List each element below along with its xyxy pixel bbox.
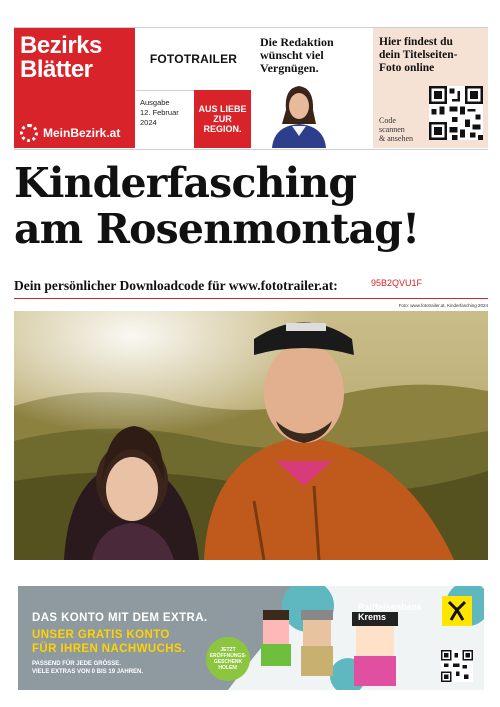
photo-credit: Foto: www.fototrailer.at, Kinderfasching 2024 xyxy=(398,303,488,308)
editor-portrait xyxy=(264,80,334,148)
raiffeisen-logo-icon xyxy=(442,596,472,626)
gift-badge: JETZT ERÖFFNUNGS- GESCHENK HOLEN! xyxy=(206,637,250,681)
redaktion-block xyxy=(252,28,372,148)
logo-url xyxy=(20,124,120,142)
headline: Kinderfasching am Rosenmontag! xyxy=(14,159,420,253)
issue-block xyxy=(136,28,251,148)
ad-headline: DAS KONTO MIT DEM EXTRA. xyxy=(32,612,208,624)
redaktion-text: Die Redaktion wünscht viel Vergnügen. xyxy=(260,35,334,75)
title-photo-text: Hier findest du dein Titelseiten- Foto online xyxy=(379,36,458,74)
product-name: FOTOTRAILER xyxy=(136,28,251,91)
ad-smallprint: PASSEND FÜR JEDE GRÖSSE. VIELE EXTRAS VON 0 BIS 19 JAHREN. xyxy=(32,661,144,675)
download-text: Dein persönlicher Downloadcode für www.fototrailer.at: xyxy=(14,278,338,293)
bezirksblaetter-logo[interactable] xyxy=(14,28,135,148)
red-divider xyxy=(14,298,488,299)
title-photo-block xyxy=(373,28,488,148)
qr-code[interactable] xyxy=(429,86,483,140)
slogan-badge: AUS LIEBE ZUR REGION. xyxy=(194,90,251,148)
event-photo xyxy=(14,311,488,560)
ad-subheadline: UNSER GRATIS KONTO FÜR IHREN NACHWUCHS. xyxy=(32,629,186,655)
issue-date: Ausgabe 12. Februar 2024 xyxy=(140,98,179,127)
download-code[interactable]: 95B2QVU1F xyxy=(371,278,423,288)
meinbezirk-icon xyxy=(20,124,38,142)
bank-name: Raiffeisenbank Krems xyxy=(358,602,423,622)
scan-hint: Code scannen & ansehen xyxy=(379,116,413,143)
raiffeisen-ad[interactable] xyxy=(18,586,484,690)
logo-url-text: MeinBezirk.at xyxy=(43,126,121,140)
ad-qr-code[interactable] xyxy=(441,650,473,682)
logo-title: Bezirks Blätter xyxy=(20,32,102,83)
